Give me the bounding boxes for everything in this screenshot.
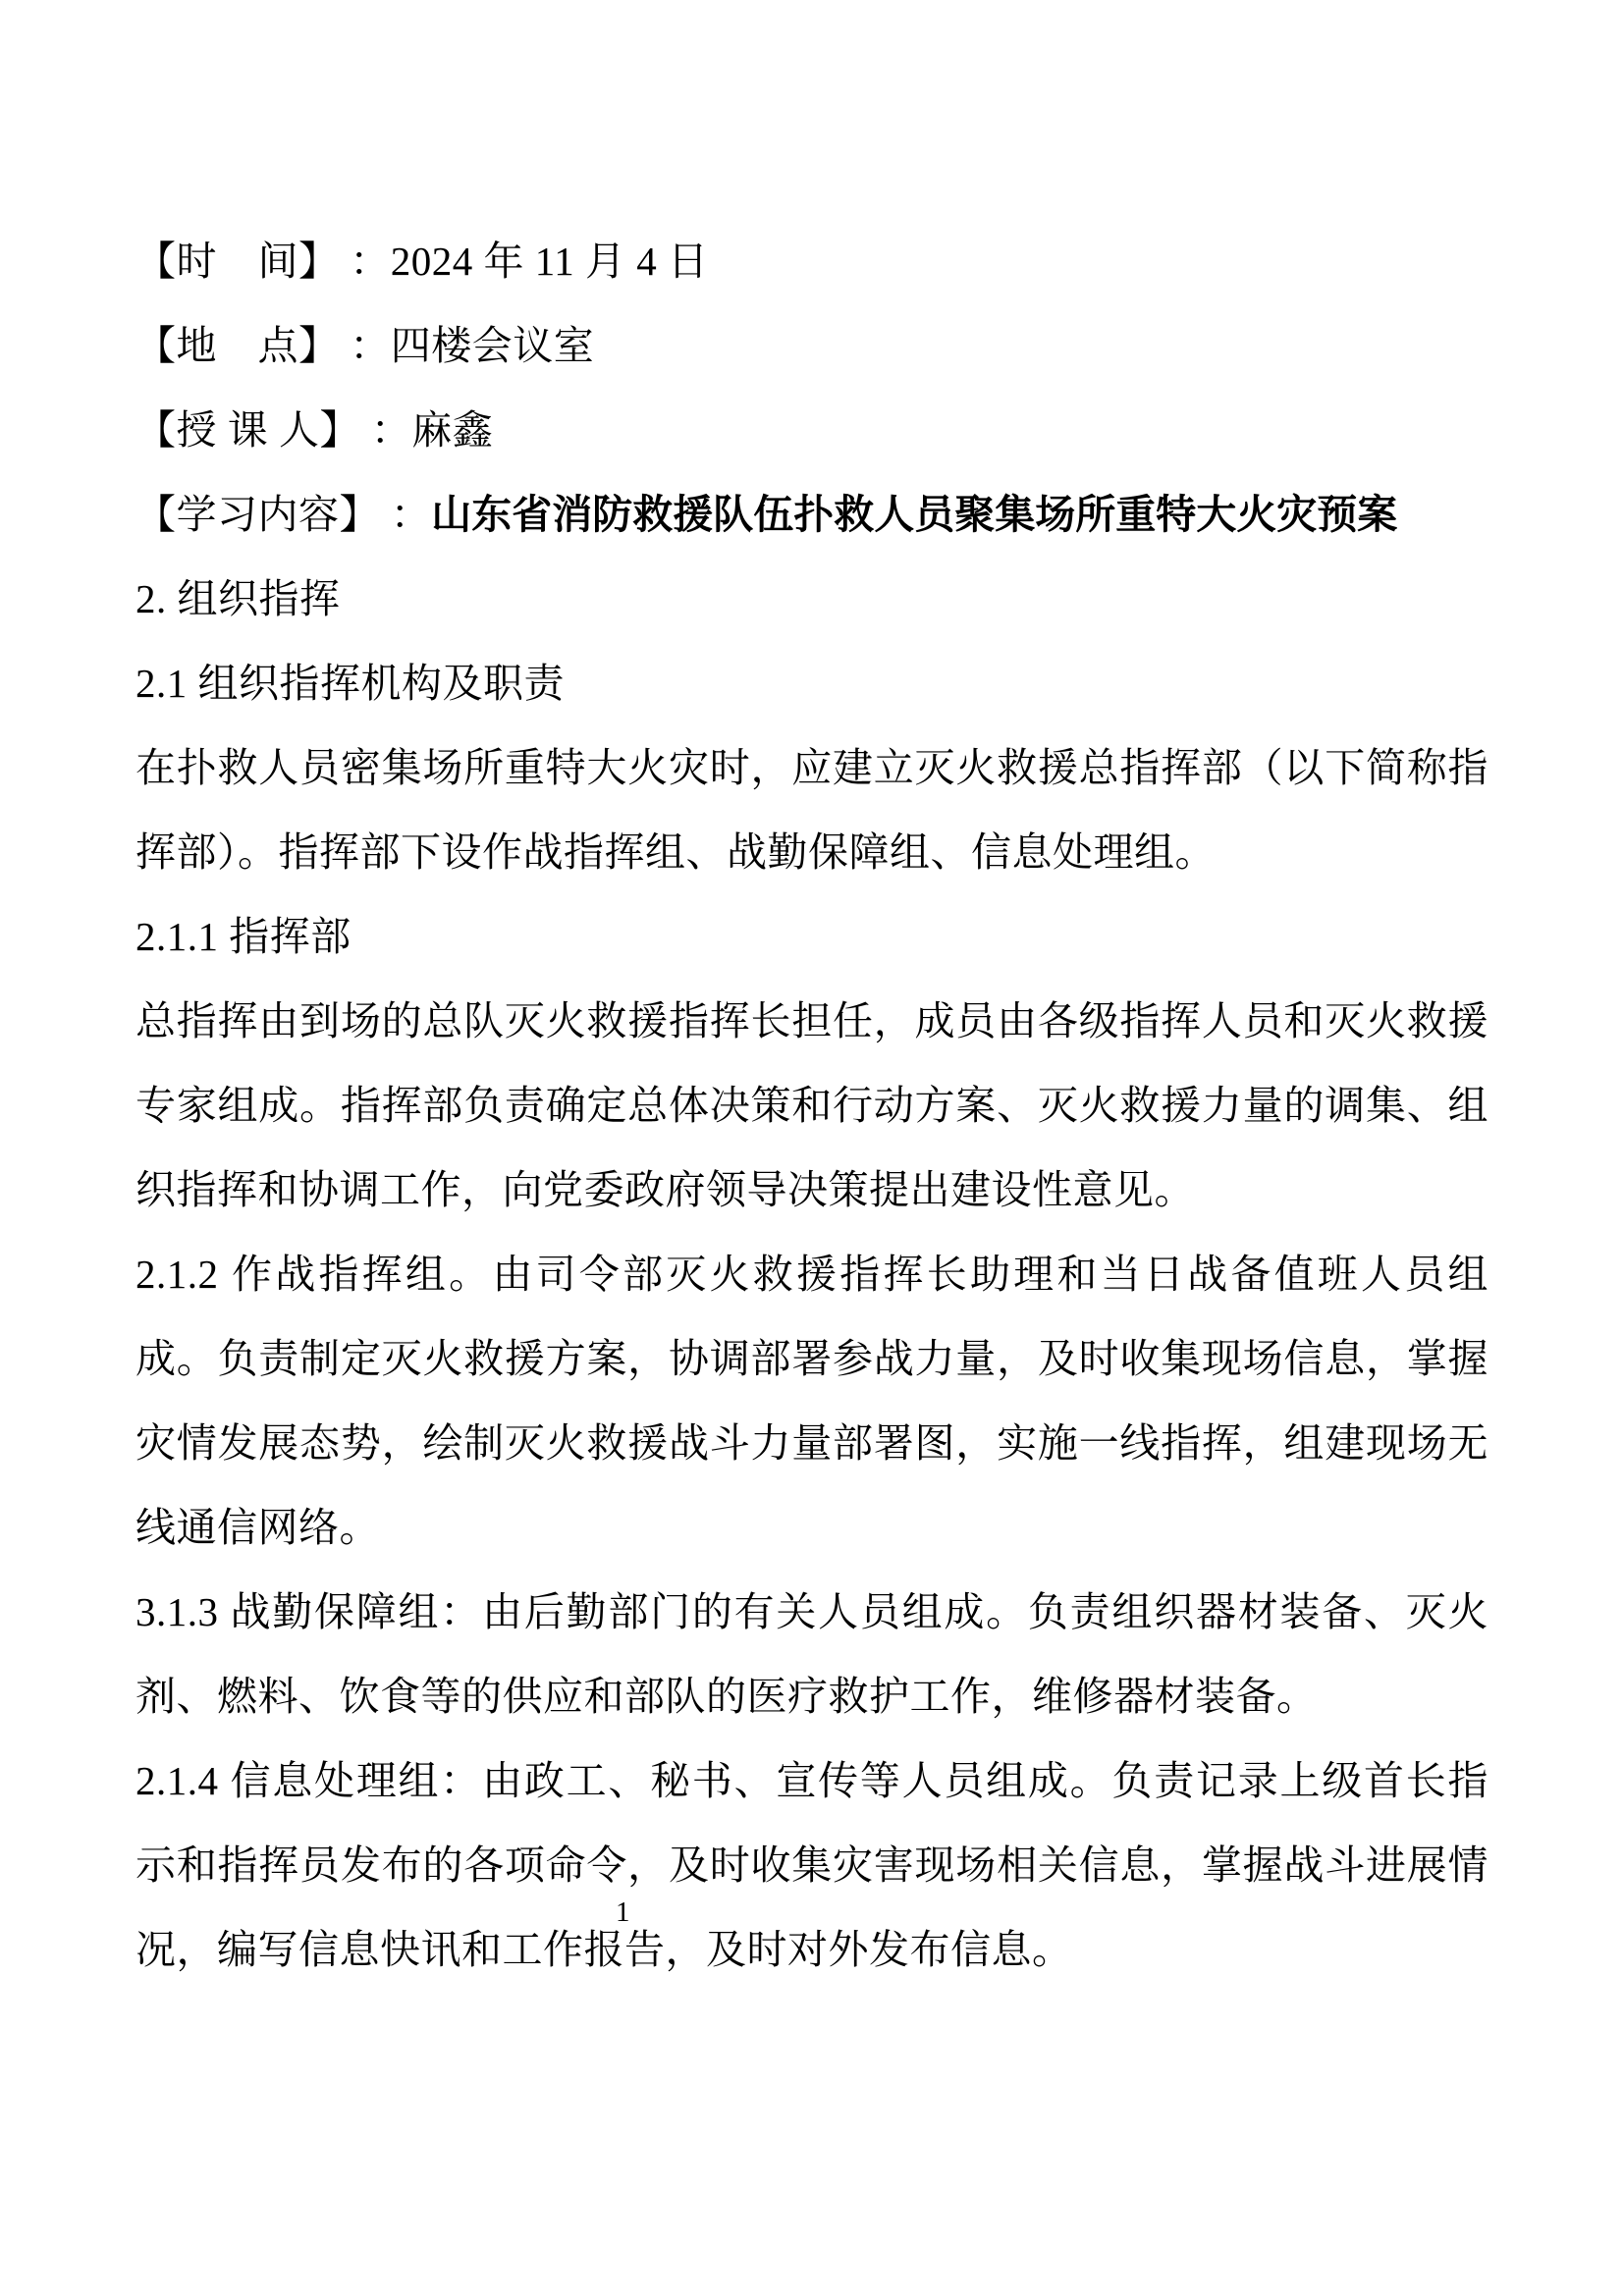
meta-lecturer-value: ：麻鑫 [360, 407, 494, 453]
heading-section-2-1: 2.1 组织指挥机构及职责 [135, 661, 565, 706]
document-content [135, 219, 1488, 1992]
meta-topic-title: 山东省消防救援队伍扑救人员聚集场所重特大火灾预案 [431, 492, 1398, 537]
meta-line-topic [135, 472, 1488, 557]
meta-place-value: ：四楼会议室 [339, 323, 595, 368]
meta-time-value: ：2024 年 11 月 4 日 [339, 239, 709, 284]
heading-section-2: 2. 组织指挥 [135, 576, 341, 621]
meta-lecturer-label: 【授 课 人】 [135, 407, 360, 453]
meta-topic-label: 【学习内容】 [135, 492, 380, 537]
paragraph-logistics-support-group: 3.1.3 战勤保障组：由后勤部门的有关人员组成。负责组织器材装备、灭火剂、燃料、饮食等的供应和部队的医疗救护工作，维修器材装备。 [135, 1589, 1488, 1719]
meta-line-time [135, 219, 1488, 303]
paragraph-command-structure: 在扑救人员密集场所重特大火灾时，应建立灭火救援总指挥部（以下简称指挥部）。指挥部下设作战指挥组、战勤保障组、信息处理组。 [135, 745, 1488, 875]
meta-time-label: 【时 间】 [135, 239, 340, 284]
meta-line-place [135, 303, 1488, 388]
paragraph-operations-command-group: 2.1.2 作战指挥组。由司令部灭火救援指挥长助理和当日战备值班人员组成。负责制定灭火救援方案，协调部署参战力量，及时收集现场信息，掌握灾情发展态势，绘制灭火救援战斗力量部署图，实施一线指挥，组建现场无线通信网络。 [135, 1252, 1488, 1550]
paragraph-headquarters: 总指挥由到场的总队灭火救援指挥长担任，成员由各级指挥人员和灭火救援专家组成。指挥部负责确定总体决策和行动方案、灭火救援力量的调集、组织指挥和协调工作，向党委政府领导决策提出建设性意见。 [135, 998, 1488, 1212]
meta-topic-separator: ： [380, 492, 432, 537]
meta-line-lecturer [135, 388, 1488, 472]
paragraph-information-processing-group: 2.1.4 信息处理组：由政工、秘书、宣传等人员组成。负责记录上级首长指示和指挥员发布的各项命令，及时收集灾害现场相关信息，掌握战斗进展情况，编写信息快讯和工作报告，及时对外发布信息。 [135, 1758, 1488, 1972]
heading-section-2-1-1: 2.1.1 指挥部 [135, 914, 352, 959]
page-number: 1 [616, 1896, 630, 1928]
meta-place-label: 【地 点】 [135, 323, 340, 368]
